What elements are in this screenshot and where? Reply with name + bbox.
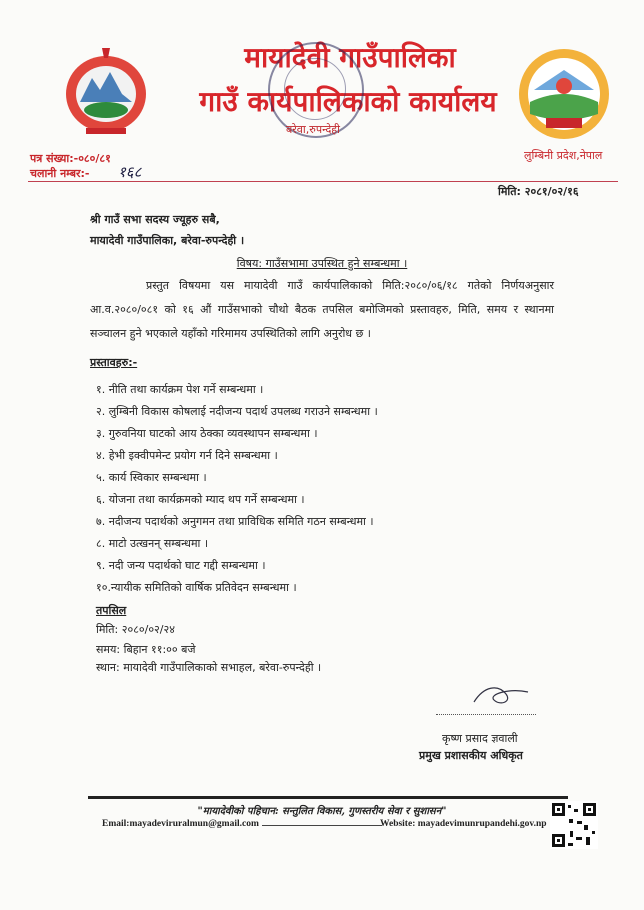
list-item: ३. गुरुवनिया घाटको आय ठेक्का व्यवस्थापन सम्बन्धमा ।	[96, 427, 318, 440]
footer-motto: "मायादेवीको पहिचान: सन्तुलित विकास, गुणस्तरीय सेवा र सुशासन"	[197, 806, 447, 817]
subject-line: विषय: गाउँसभामा उपस्थित हुने सम्बन्धमा ।	[236, 257, 408, 270]
list-item: ६. योजना तथा कार्यक्रमको म्याद थप गर्ने सम्बन्धमा ।	[96, 493, 305, 506]
header-location: बरेवा,रुपन्देही	[286, 123, 340, 136]
list-item: ९. नदी जन्य पदार्थको घाट गद्दी सम्बन्धमा ।	[96, 559, 266, 572]
qr-code-icon	[550, 801, 598, 849]
signatory-name: कृष्ण प्रसाद ज्ञवाली	[442, 732, 518, 745]
list-item: ८. माटो उत्खनन् सम्बन्धमा ।	[96, 537, 209, 550]
list-item: १. नीति तथा कार्यक्रम पेश गर्ने सम्बन्धमा ।	[96, 383, 264, 396]
footer-email[interactable]: Email:mayadeviruralmun@gmail.com	[102, 819, 259, 829]
list-item: ४. हेभी इक्वीपमेन्ट प्रयोग गर्न दिने सम्बन्धमा ।	[96, 449, 278, 462]
footer-website[interactable]: Website: mayadevimunrupandehi.gov.np	[380, 819, 547, 829]
province-label: लुम्बिनी प्रदेश,नेपाल	[524, 149, 603, 162]
list-item: १०.न्यायीक समितिको वार्षिक प्रतिवेदन सम्बन्धमा ।	[96, 581, 297, 594]
municipality-logo-icon	[516, 46, 612, 142]
office-title: गाउँ कार्यपालिकाको कार्यालय	[199, 85, 497, 118]
schedule-heading: तपसिल	[96, 604, 127, 617]
municipality-title: मायादेवी गाउँपालिका	[244, 41, 456, 74]
header-divider	[28, 181, 618, 182]
schedule-date: मिति: २०८०/०२/२४	[96, 623, 175, 636]
schedule-time: समय: बिहान ११:०० बजे	[96, 643, 196, 656]
list-item: ५. कार्य स्विकार सम्बन्धमा ।	[96, 471, 207, 484]
proposals-heading: प्रस्तावहरु:-	[90, 356, 138, 369]
recipient-line2: मायादेवी गाउँपालिका, बरेवा-रुपन्देही ।	[90, 234, 245, 247]
list-item: २. लुम्बिनी विकास कोषलाई नदीजन्य पदार्थ उपलब्ध गराउने सम्बन्धमा ।	[96, 405, 378, 418]
body-paragraph: प्रस्तुत विषयमा यस मायादेवी गाउँ कार्यपालिकाको मिति:२०८०/०६/१८ गतेको निर्णयअनुसार आ.व.२०८०/०८१ को १६ औं गाउँसभाको चौथो बैठक तपसिल बमोजिमको प्रस्तावहरु, मिति, समय र स्थानमा सञ्चालन हुने भएकाले यहाँको गरिमामय उपस्थितिको लागि अनुरोध छ ।	[90, 279, 554, 340]
list-item: ७. नदीजन्य पदार्थको अनुगमन तथा प्राविधिक समिति गठन सम्बन्धमा ।	[96, 515, 374, 528]
chalani-label: चलानी नम्बर:-	[30, 167, 90, 180]
patra-sankhya: पत्र संख्या:-०८०/८१	[30, 152, 111, 165]
signatory-title: प्रमुख प्रशासकीय अधिकृत	[419, 749, 523, 762]
chalani-handwritten: १६८	[118, 163, 142, 181]
signature-line	[436, 714, 536, 715]
recipient-line1: श्री गाउँ सभा सदस्य ज्यूहरु सबै,	[90, 213, 220, 226]
signature-icon	[470, 680, 532, 710]
nepal-emblem-icon	[62, 44, 150, 136]
schedule-place: स्थान: मायादेवी गाउँपालिकाको सभाहल, बरेवा-रुपन्देही ।	[96, 661, 322, 674]
footer-dash-rule	[262, 825, 382, 826]
proposals-list	[96, 382, 516, 602]
letter-date: मिति: २०८१/०२/१६	[498, 185, 579, 198]
footer-divider	[88, 796, 568, 799]
